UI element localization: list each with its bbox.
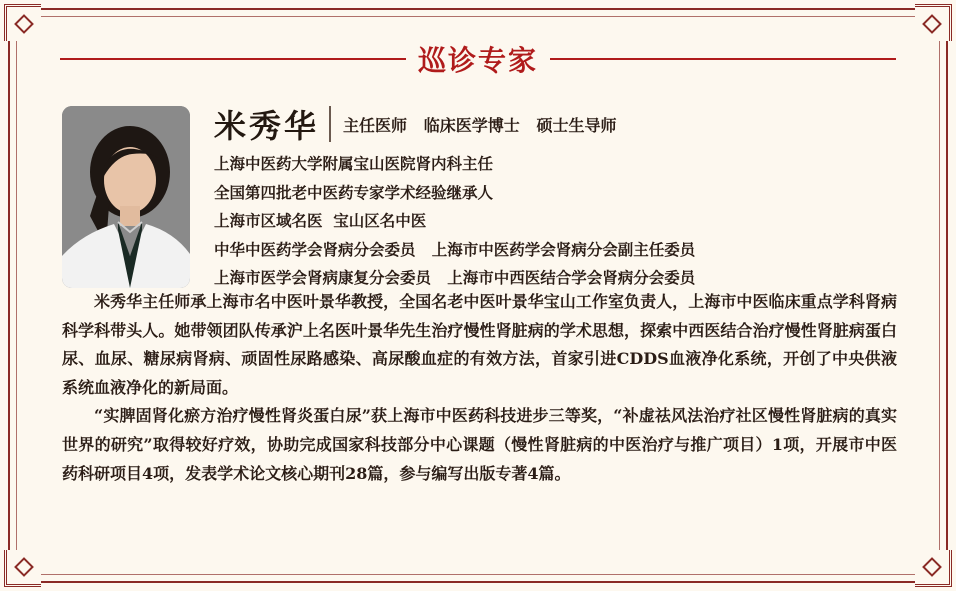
role-item: 中华中医药学会肾病分会委员 上海市中医药学会肾病分会副主任委员: [214, 239, 696, 259]
bio-paragraph: 米秀华主任师承上海市名中医叶景华教授，全国名老中医叶景华宝山工作室负责人，上海市中医临床重点学科肾病科学科带头人。她带领团队传承沪上名医叶景华先生治疗慢性肾脏病的学术思想，探索中西医结合治疗慢性肾脏病蛋白尿、血尿、糖尿病肾病、顽固性尿路感染、高尿酸血症的有效方法，首家引进CDDS血液净化系统，开创了中央供液系统血液净化的新局面。: [62, 292, 897, 397]
doctor-portrait: [62, 106, 190, 288]
role-item: 上海中医药大学附属宝山医院肾内科主任: [214, 154, 494, 173]
doctor-name: 米秀华: [214, 107, 320, 145]
name-separator: [329, 106, 331, 142]
biography: [62, 288, 897, 488]
role-item: 上海市医学会肾病康复分会委员 上海市中西医结合学会肾病分会委员: [214, 268, 696, 288]
title-divider-right: [550, 58, 896, 60]
portrait-illustration: [62, 106, 190, 288]
title-row: [60, 42, 896, 76]
corner-ornament-top-left: [4, 4, 41, 41]
title-divider-left: [60, 58, 406, 60]
bio-paragraph: “实脾固肾化瘀方治疗慢性肾炎蛋白尿”获上海市中医药科技进步三等奖，“补虚祛风法治疗社区慢性肾脏病的真实世界的研究”取得较好疗效，协助完成国家科技部分中心课题（慢性肾脏病的中医治疗与推广项目）1项，开展市中医药科研项目4项，发表学术论文核心期刊28篇，参与编写出版专著4篇。: [62, 406, 897, 483]
name-row: [214, 101, 616, 147]
corner-ornament-top-right: [915, 4, 952, 41]
role-item: 上海市区域名医 宝山区名中医: [214, 211, 427, 231]
roles-list: [214, 150, 695, 293]
role-item: 全国第四批老中医药专家学术经验继承人: [214, 182, 494, 202]
doctor-titles: 主任医师 临床医学博士 硕士生导师: [343, 115, 617, 135]
corner-ornament-bottom-right: [915, 550, 952, 587]
corner-ornament-bottom-left: [4, 550, 41, 587]
page-title: 巡诊专家: [418, 44, 539, 77]
